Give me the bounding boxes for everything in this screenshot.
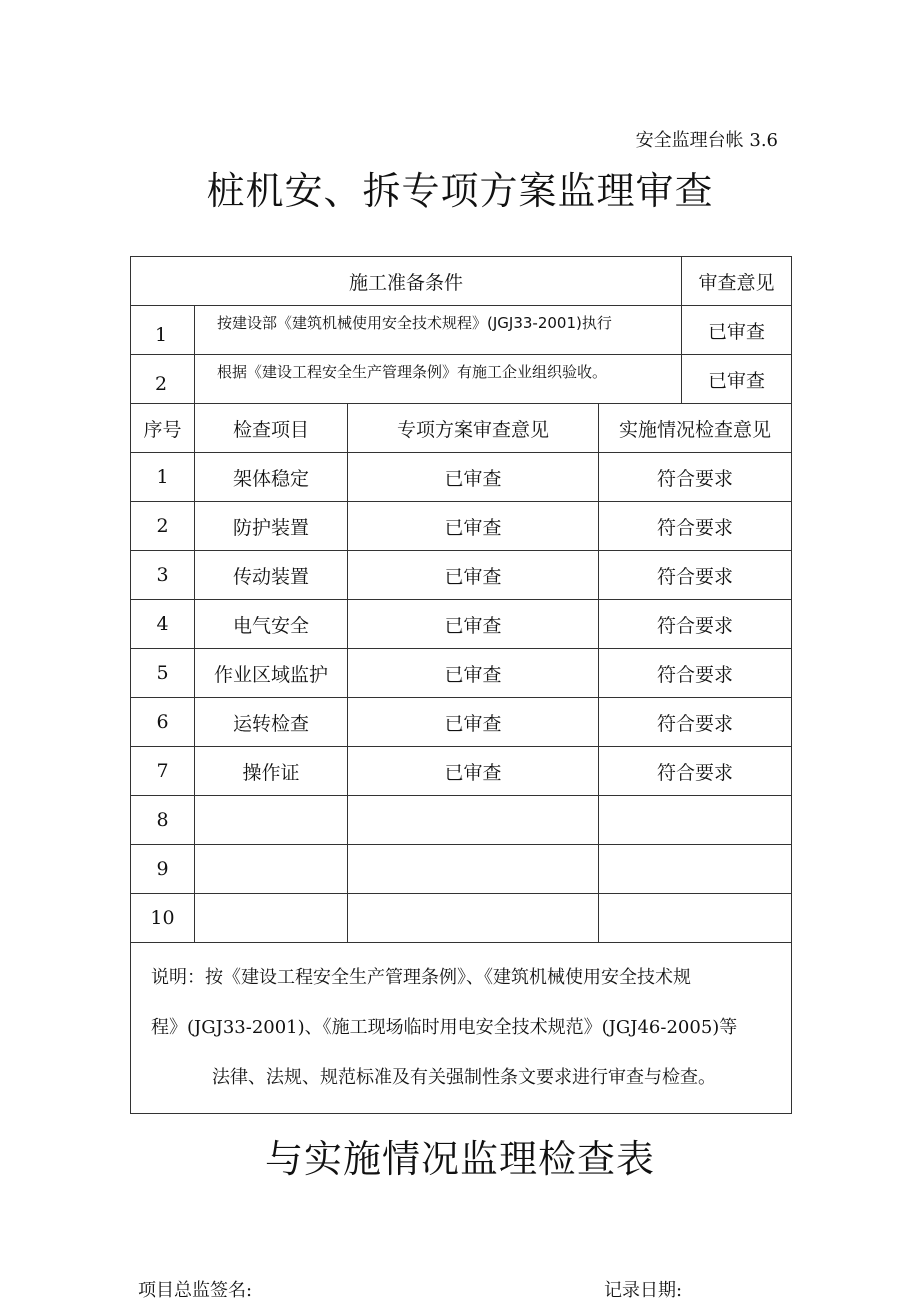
supervisor-signature-label: 项目总监签名: bbox=[138, 1280, 253, 1301]
plan-cell bbox=[348, 845, 599, 894]
prep-text: 根据《建设工程安全生产管理条例》有施工企业组织验收。 bbox=[195, 355, 682, 404]
seq-cell: 9 bbox=[131, 845, 195, 894]
table-row bbox=[131, 747, 792, 796]
prep-row bbox=[131, 355, 792, 404]
page-title-continued: 与实施情况监理检查表 bbox=[264, 1137, 655, 1181]
plan-cell bbox=[348, 894, 599, 943]
table-row bbox=[131, 845, 792, 894]
plan-header: 专项方案审查意见 bbox=[348, 404, 599, 453]
plan-cell bbox=[348, 796, 599, 845]
note-row bbox=[131, 943, 792, 1114]
seq-cell: 7 bbox=[131, 747, 195, 796]
plan-cell: 已审查 bbox=[348, 551, 599, 600]
impl-cell: 符合要求 bbox=[599, 747, 792, 796]
item-cell: 防护装置 bbox=[195, 502, 348, 551]
item-cell: 架体稳定 bbox=[195, 453, 348, 502]
seq-cell: 10 bbox=[131, 894, 195, 943]
item-cell bbox=[195, 845, 348, 894]
plan-cell: 已审查 bbox=[348, 600, 599, 649]
doc-code: 安全监理台帐 3.6 bbox=[635, 130, 778, 151]
impl-cell: 符合要求 bbox=[599, 698, 792, 747]
check-header-row bbox=[131, 404, 792, 453]
table-row bbox=[131, 698, 792, 747]
prep-num: 2 bbox=[131, 355, 195, 404]
impl-header: 实施情况检查意见 bbox=[599, 404, 792, 453]
plan-cell: 已审查 bbox=[348, 698, 599, 747]
seq-cell: 4 bbox=[131, 600, 195, 649]
item-cell: 操作证 bbox=[195, 747, 348, 796]
seq-cell: 2 bbox=[131, 502, 195, 551]
impl-cell bbox=[599, 845, 792, 894]
prep-row bbox=[131, 306, 792, 355]
impl-cell bbox=[599, 796, 792, 845]
prep-opinion: 已审查 bbox=[682, 306, 792, 355]
note-line: 说明：按《建设工程安全生产管理条例》、《建筑机械使用安全技术规 bbox=[151, 967, 691, 988]
seq-cell: 6 bbox=[131, 698, 195, 747]
plan-cell: 已审查 bbox=[348, 649, 599, 698]
record-date-label: 记录日期: bbox=[604, 1280, 683, 1301]
item-cell: 传动装置 bbox=[195, 551, 348, 600]
impl-cell: 符合要求 bbox=[599, 649, 792, 698]
plan-cell: 已审查 bbox=[348, 502, 599, 551]
impl-cell bbox=[599, 894, 792, 943]
table-row bbox=[131, 894, 792, 943]
impl-cell: 符合要求 bbox=[599, 502, 792, 551]
item-cell: 电气安全 bbox=[195, 600, 348, 649]
prep-header: 施工准备条件 bbox=[131, 257, 682, 306]
table-row bbox=[131, 796, 792, 845]
table-row bbox=[131, 600, 792, 649]
seq-cell: 3 bbox=[131, 551, 195, 600]
prep-num: 1 bbox=[131, 306, 195, 355]
seq-cell: 1 bbox=[131, 453, 195, 502]
item-cell: 运转检查 bbox=[195, 698, 348, 747]
item-cell: 作业区域监护 bbox=[195, 649, 348, 698]
table-row bbox=[131, 453, 792, 502]
prep-opinion: 已审查 bbox=[682, 355, 792, 404]
table-row bbox=[131, 551, 792, 600]
inspection-table bbox=[130, 256, 792, 1114]
page-title: 桩机安、拆专项方案监理审查 bbox=[206, 169, 714, 213]
item-cell bbox=[195, 894, 348, 943]
impl-cell: 符合要求 bbox=[599, 600, 792, 649]
item-header: 检查项目 bbox=[195, 404, 348, 453]
seq-header: 序号 bbox=[131, 404, 195, 453]
prep-header-row bbox=[131, 257, 792, 306]
seq-cell: 8 bbox=[131, 796, 195, 845]
prep-text: 按建设部《建筑机械使用安全技术规程》(JGJ33-2001)执行 bbox=[195, 306, 682, 355]
note-cell bbox=[131, 943, 792, 1114]
table-row bbox=[131, 649, 792, 698]
table-row bbox=[131, 502, 792, 551]
seq-cell: 5 bbox=[131, 649, 195, 698]
note-line: 法律、法规、规范标准及有关强制性条文要求进行审查与检查。 bbox=[212, 1067, 716, 1088]
impl-cell: 符合要求 bbox=[599, 453, 792, 502]
plan-cell: 已审查 bbox=[348, 747, 599, 796]
opinion-header: 审查意见 bbox=[682, 257, 792, 306]
plan-cell: 已审查 bbox=[348, 453, 599, 502]
impl-cell: 符合要求 bbox=[599, 551, 792, 600]
note-line: 程》(JGJ33-2001)、《施工现场临时用电安全技术规范》(JGJ46-2005)等 bbox=[151, 1017, 738, 1038]
item-cell bbox=[195, 796, 348, 845]
